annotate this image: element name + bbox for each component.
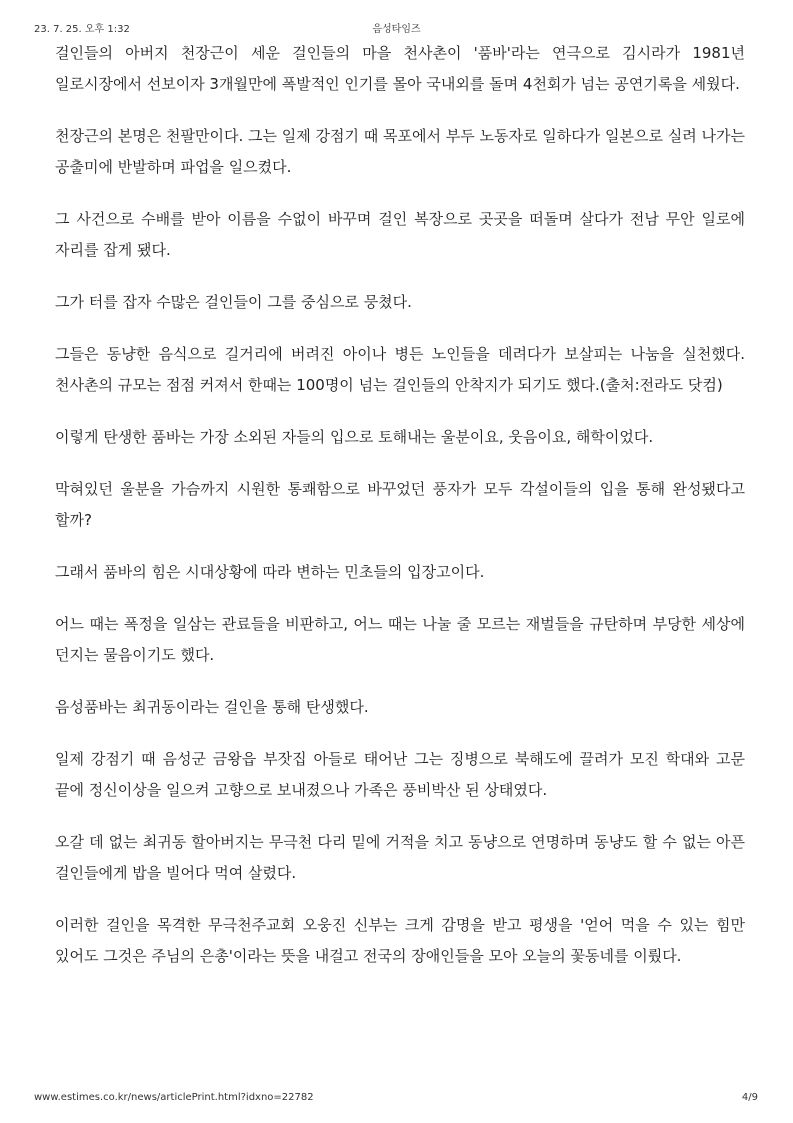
paragraph: 어느 때는 폭정을 일삼는 관료들을 비판하고, 어느 때는 나눌 줄 모르는 재벌들을 규탄하며 부당한 세상에 던지는 물음이기도 했다. — [55, 615, 745, 664]
paragraph: 오갈 데 없는 최귀동 할아버지는 무극천 다리 밑에 거적을 치고 동냥으로 연명하며 동냥도 할 수 없는 아픈 걸인들에게 밥을 빌어다 먹여 살렸다. — [55, 833, 745, 882]
paragraph: 걸인들의 아버지 천장근이 세운 걸인들의 마을 천사촌이 '품바'라는 연극으로 김시라가 1981년 일로시장에서 선보이자 3개월만에 폭발적인 인기를 몰아 국내외를 돌며 4천회가 넘는 공연기록을 세웠다. — [55, 44, 745, 93]
print-datetime: 23. 7. 25. 오후 1:32 — [34, 24, 130, 35]
article-body — [55, 38, 745, 993]
paragraph: 그래서 품바의 힘은 시대상황에 따라 변하는 민초들의 입장고이다. — [55, 563, 485, 581]
site-title: 음성타임즈 — [372, 24, 421, 35]
page-number: 4/9 — [741, 1092, 758, 1103]
paragraph: 이렇게 탄생한 품바는 가장 소외된 자들의 입으로 토해내는 울분이요, 웃음이요, 해학이었다. — [55, 428, 654, 446]
paragraph: 그들은 동냥한 음식으로 길거리에 버려진 아이나 병든 노인들을 데려다가 보살피는 나눔을 실천했다. 천사촌의 규모는 점점 커져서 한때는 100명이 넘는 걸인들의 안착지가 되기도 했다.(출처:전라도 닷컴) — [55, 345, 745, 394]
paragraph: 이러한 걸인을 목격한 무극천주교회 오웅진 신부는 크게 감명을 받고 평생을 '얻어 먹을 수 있는 힘만 있어도 그것은 주님의 은총'이라는 뜻을 내걸고 전국의 장애인들을 모아 오늘의 꽃동네를 이뤘다. — [55, 916, 745, 965]
paragraph: 그 사건으로 수배를 받아 이름을 수없이 바꾸며 걸인 복장으로 곳곳을 떠돌며 살다가 전남 무안 일로에 자리를 잡게 됐다. — [55, 210, 745, 259]
paragraph: 음성품바는 최귀동이라는 걸인을 통해 탄생했다. — [55, 698, 369, 716]
paragraph: 막혀있던 울분을 가슴까지 시원한 통쾌함으로 바꾸었던 풍자가 모두 각설이들의 입을 통해 완성됐다고 할까? — [55, 480, 745, 529]
paragraph: 그가 터를 잡자 수많은 걸인들이 그를 중심으로 뭉쳤다. — [55, 293, 412, 311]
article-url: www.estimes.co.kr/news/articlePrint.html?idxno=22782 — [34, 1092, 314, 1103]
paragraph: 천장근의 본명은 천팔만이다. 그는 일제 강점기 때 목포에서 부두 노동자로 일하다가 일본으로 실려 나가는 공출미에 반발하며 파업을 일으켰다. — [55, 127, 745, 176]
paragraph: 일제 강점기 때 음성군 금왕읍 부잣집 아들로 태어난 그는 징병으로 북해도에 끌려가 모진 학대와 고문 끝에 정신이상을 일으켜 고향으로 보내졌으나 가족은 풍비박산 된 상태였다. — [55, 750, 745, 799]
